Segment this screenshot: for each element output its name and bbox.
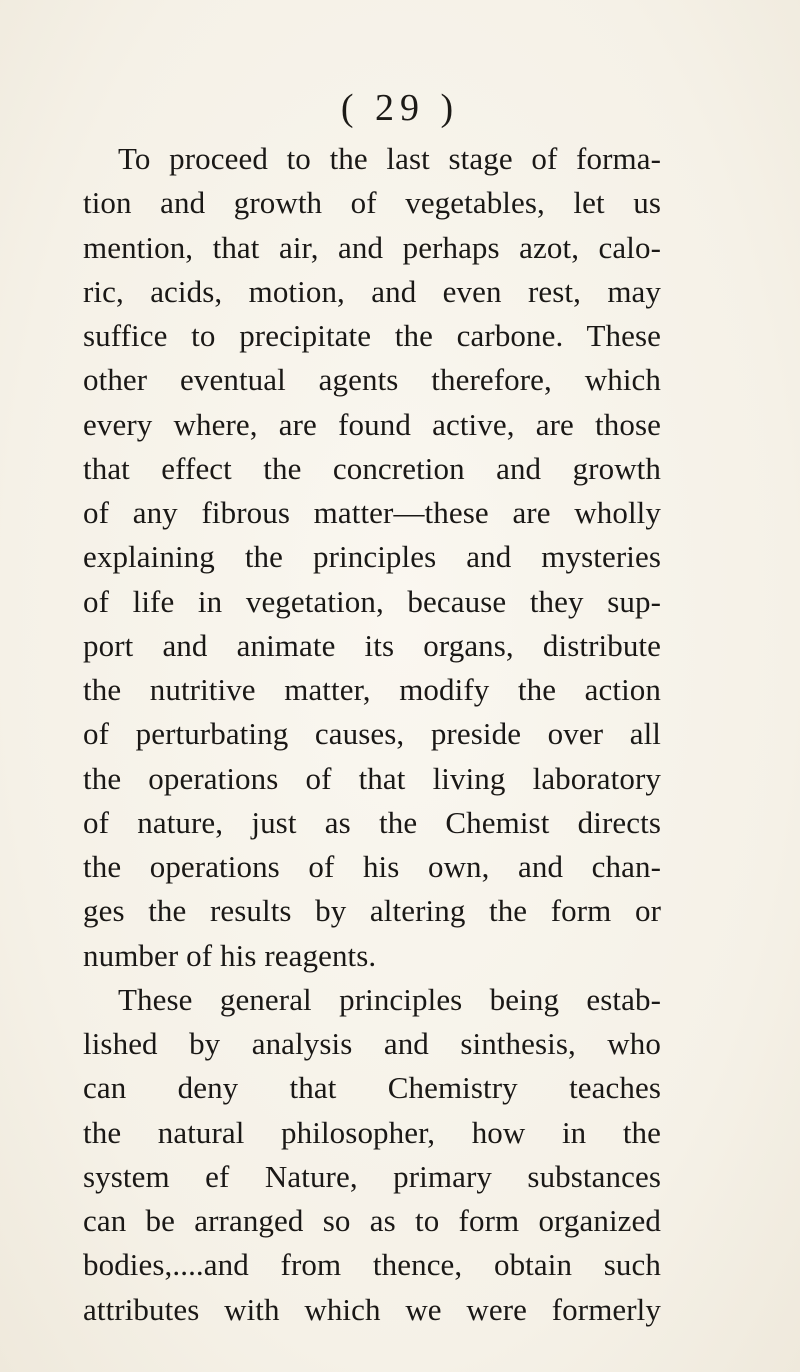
text-line: can deny that Chemistry teaches <box>83 1070 661 1106</box>
page-number: ( 29 ) <box>340 87 460 129</box>
body-text <box>83 137 661 1332</box>
text-line: other eventual agents therefore, which <box>83 362 661 398</box>
text-line: tion and growth of vegetables, let us <box>83 185 661 221</box>
text-line: These general principles being estab- <box>118 981 661 1017</box>
text-line: attributes with which we were formerly <box>83 1291 661 1327</box>
text-line: To proceed to the last stage of forma- <box>118 141 661 176</box>
text-line: of nature, just as the Chemist directs <box>83 804 661 840</box>
text-line: ric, acids, motion, and even rest, may <box>83 273 661 309</box>
text-line: suffice to precipitate the carbone. These <box>83 318 661 353</box>
text-line: port and animate its organs, distribute <box>83 627 661 663</box>
text-line: of life in vegetation, because they sup- <box>83 583 661 619</box>
text-line: the operations of his own, and chan- <box>83 849 661 884</box>
text-line: bodies,....and from thence, obtain such <box>83 1247 661 1283</box>
text-line: every where, are found active, are those <box>83 406 661 442</box>
text-line: system ef Nature, primary substances <box>83 1158 661 1194</box>
text-line: can be arranged so as to form organized <box>83 1203 661 1238</box>
text-line: that effect the concretion and growth <box>83 450 661 486</box>
text-line: mention, that air, and perhaps azot, calo- <box>83 229 661 265</box>
text-line: of any fibrous matter—these are wholly <box>83 495 661 530</box>
text-line: ges the results by altering the form or <box>83 893 661 929</box>
text-line: the nutritive matter, modify the action <box>83 672 661 707</box>
text-line: explaining the principles and mysteries <box>83 539 661 575</box>
text-line: the natural philosopher, how in the <box>83 1114 661 1150</box>
text-line: of perturbating causes, preside over all <box>83 716 661 752</box>
text-line: lished by analysis and sinthesis, who <box>83 1026 661 1061</box>
text-line: the operations of that living laboratory <box>83 760 661 796</box>
text-line: number of his reagents. <box>83 937 377 973</box>
